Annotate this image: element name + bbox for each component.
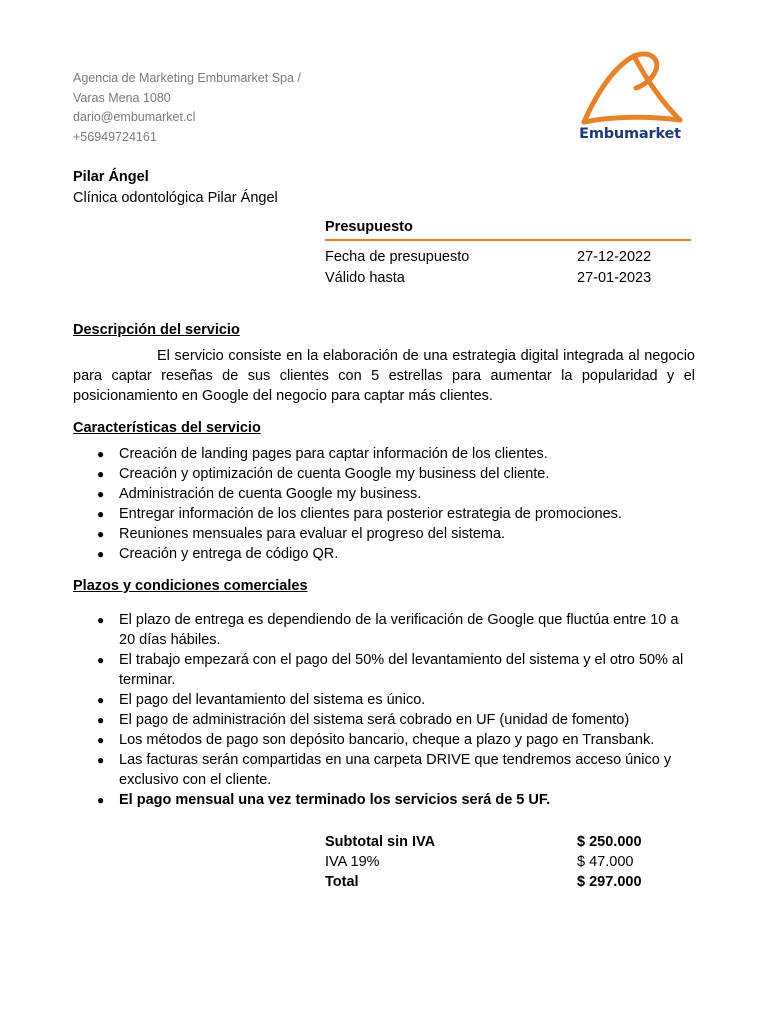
client-block bbox=[73, 167, 278, 209]
list-item: ● Administración de cuenta Google my business. bbox=[97, 486, 422, 502]
client-company: Clínica odontológica Pilar Ángel bbox=[73, 190, 278, 206]
bullet-icon: ● bbox=[97, 753, 105, 767]
sender-email: dario@embumarket.cl bbox=[73, 110, 196, 124]
quote-valid-value: 27-01-2023 bbox=[577, 270, 652, 286]
iva-row bbox=[325, 852, 685, 872]
bullet-icon: ● bbox=[97, 547, 105, 561]
list-item: ● Las facturas serán compartidas en una carpeta DRIVE que tendremos acceso único y exclusivo con el cliente. bbox=[97, 752, 672, 788]
quote-date-value: 27-12-2022 bbox=[577, 249, 652, 265]
client-name: Pilar Ángel bbox=[73, 169, 149, 185]
terms-heading: Plazos y condiciones comerciales bbox=[73, 578, 308, 594]
list-item: ● Creación de landing pages para captar información de los clientes. bbox=[97, 446, 548, 462]
iva-value: $ 47.000 bbox=[577, 854, 634, 870]
list-item: ● El pago mensual una vez terminado los servicios será de 5 UF. bbox=[97, 792, 551, 808]
list-item: ● Reuniones mensuales para evaluar el progreso del sistema. bbox=[97, 526, 506, 542]
quote-valid-row bbox=[325, 268, 691, 289]
features-heading: Características del servicio bbox=[73, 420, 261, 436]
embumarket-logo bbox=[574, 50, 684, 146]
list-item: ● Entregar información de los clientes para posterior estrategia de promociones. bbox=[97, 506, 622, 522]
list-item: ● Los métodos de pago son depósito bancario, cheque a plazo y pago en Transbank. bbox=[97, 732, 655, 748]
list-item: ● El pago del levantamiento del sistema es único. bbox=[97, 692, 426, 708]
terms-section bbox=[73, 576, 695, 810]
list-item: ● El pago de administración del sistema será cobrado en UF (unidad de fomento) bbox=[97, 712, 630, 728]
quote-info bbox=[325, 219, 691, 289]
features-section bbox=[73, 418, 695, 564]
bullet-icon: ● bbox=[97, 693, 105, 707]
sender-company: Agencia de Marketing Embumarket Spa / bbox=[73, 71, 301, 85]
bullet-icon: ● bbox=[97, 467, 105, 481]
sender-block bbox=[73, 69, 301, 147]
quote-valid-label: Válido hasta bbox=[325, 270, 405, 286]
bullet-icon: ● bbox=[97, 713, 105, 727]
subtotal-value: $ 250.000 bbox=[577, 834, 642, 850]
logo-text: Embumarket bbox=[579, 126, 681, 142]
bullet-icon: ● bbox=[97, 487, 105, 501]
description-text: El servicio consiste en la elaboración de una estrategia digital integrada al negocio para captar reseñas de sus clientes con 5 estrellas para aumentar la popularidad y el posicionamiento en Google del negocio para captar más clientes. bbox=[73, 348, 695, 404]
bullet-icon: ● bbox=[97, 653, 105, 667]
bullet-icon: ● bbox=[97, 733, 105, 747]
list-item: ● El trabajo empezará con el pago del 50% del levantamiento del sistema y el otro 50% al terminar. bbox=[97, 652, 684, 688]
description-heading: Descripción del servicio bbox=[73, 322, 240, 338]
features-list bbox=[73, 444, 695, 564]
sender-address: Varas Mena 1080 bbox=[73, 90, 171, 105]
subtotal-label: Subtotal sin IVA bbox=[325, 834, 436, 850]
total-row bbox=[325, 872, 685, 892]
total-label: Total bbox=[325, 874, 359, 890]
subtotal-row bbox=[325, 832, 685, 852]
quote-date-label: Fecha de presupuesto bbox=[325, 249, 470, 265]
description-section bbox=[73, 320, 695, 406]
bullet-icon: ● bbox=[97, 613, 105, 627]
sender-phone: +56949724161 bbox=[73, 129, 157, 144]
quote-title: Presupuesto bbox=[325, 219, 691, 241]
list-item: ● Creación y entrega de código QR. bbox=[97, 546, 339, 562]
totals-block bbox=[325, 832, 685, 892]
logo-triangle-icon bbox=[574, 50, 684, 130]
quote-date-row bbox=[325, 247, 691, 268]
bullet-icon: ● bbox=[97, 507, 105, 521]
terms-list bbox=[73, 610, 695, 810]
bullet-icon: ● bbox=[97, 793, 105, 807]
bullet-icon: ● bbox=[97, 527, 105, 541]
bullet-icon: ● bbox=[97, 447, 105, 461]
list-item: ● El plazo de entrega es dependiendo de la verificación de Google que fluctúa entre 10 a 20 días hábiles. bbox=[97, 612, 679, 648]
iva-label: IVA 19% bbox=[325, 854, 380, 870]
list-item: ● Creación y optimización de cuenta Google my business del cliente. bbox=[97, 466, 550, 482]
total-value: $ 297.000 bbox=[577, 874, 642, 890]
